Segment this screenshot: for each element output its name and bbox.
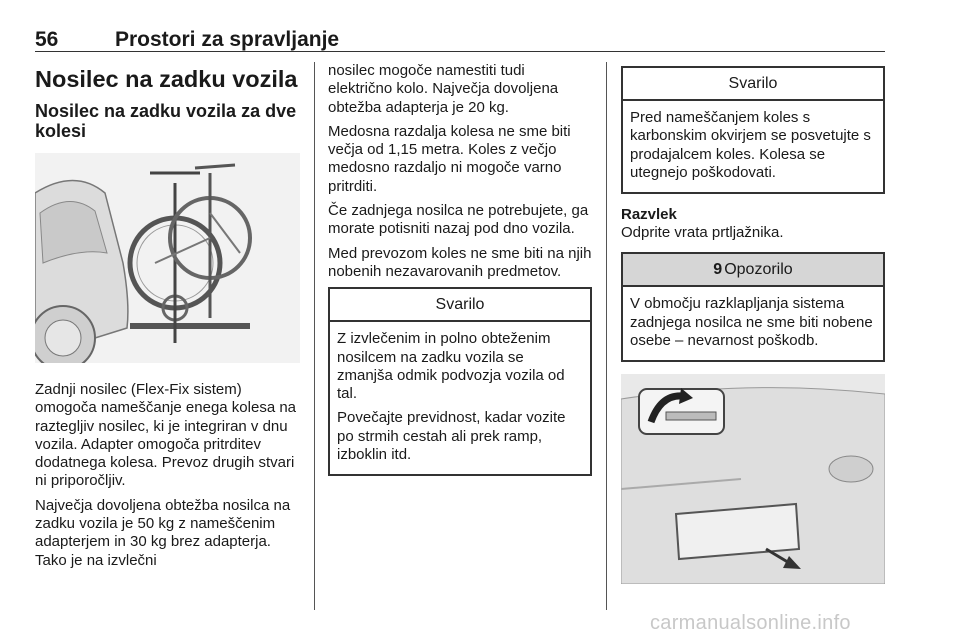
column-3 bbox=[621, 62, 885, 584]
caution-box bbox=[621, 66, 885, 194]
running-title: Prostori za spravljanje bbox=[115, 28, 340, 51]
subheading: Razvlek bbox=[621, 206, 677, 224]
caution-paragraph: Povečajte previdnost, kadar vozite po strmih cestah ali prek ramp, izboklin itd. bbox=[337, 409, 566, 464]
rear-bumper-illustration bbox=[621, 374, 885, 584]
warning-header bbox=[623, 254, 883, 287]
subsection-title: Nosilec na zadku vozila za dve kolesi bbox=[35, 101, 297, 141]
body-paragraph: Največja dovoljena obtežba nosilca na zadku vozila je 50 kg z nameščenim adapterjem in 30 kg brez adapterja. Tako je na izvlečni bbox=[35, 496, 291, 569]
body-paragraph: Če zadnjega nosilca ne potrebujete, ga morate potisniti nazaj pod dno vozila. bbox=[328, 202, 589, 238]
bike-carrier-drawing bbox=[35, 153, 300, 363]
warning-icon: 9 bbox=[713, 261, 723, 279]
column-divider-1 bbox=[314, 62, 315, 610]
caution-box bbox=[328, 287, 592, 476]
column-1 bbox=[35, 62, 300, 576]
watermark: carmanualsonline.info bbox=[650, 612, 851, 634]
section-title: Nosilec na zadku vozila bbox=[35, 66, 298, 92]
warning-paragraph: V območju razklapljanja sistema zadnjega nosilca ne sme biti nobene osebe – nevarnost poškodb. bbox=[630, 295, 873, 350]
page-number: 56 bbox=[35, 28, 59, 51]
bike-carrier-illustration bbox=[35, 153, 300, 363]
warning-title: Opozorilo bbox=[724, 261, 793, 279]
instruction: Odprite vrata prtljažnika. bbox=[621, 224, 784, 242]
caution-title: Svarilo bbox=[330, 289, 590, 322]
header-rule bbox=[35, 51, 885, 52]
caution-paragraph: Pred nameščanjem koles s karbonskim okvirjem se posvetujte s prodajalcem koles. Kolesa se utegnejo poškodovati. bbox=[630, 109, 871, 181]
bumper-drawing bbox=[621, 374, 885, 584]
body-paragraph: nosilec mogoče namestiti tudi električno kolo. Največja dovoljena obtežba adapterja je 20 kg. bbox=[328, 62, 559, 116]
column-2 bbox=[328, 62, 592, 488]
body-paragraph: Zadnji nosilec (Flex-Fix sistem) omogoča nameščanje enega kolesa na raztegljiv nosilec, ki je integriran v dnu vozila. Adapter omogoča pritrditev dodatnega kolesa. Prevoz drugih stvari ni priporočljiv. bbox=[35, 381, 297, 490]
column-divider-2 bbox=[606, 62, 607, 610]
body-paragraph: Medosna razdalja kolesa ne sme biti večja od 1,15 metra. Koles z večjo medosno razdaljo ni mogoče varno pritrditi. bbox=[328, 122, 571, 195]
caution-paragraph: Z izvlečenim in polno obteženim nosilcem na zadku vozila se zmanjša odmik podvozja vozila od tal. bbox=[337, 330, 565, 403]
body-paragraph: Med prevozom koles ne sme biti na njih nobenih nezavarovanih predmetov. bbox=[328, 244, 592, 280]
warning-box bbox=[621, 252, 885, 362]
caution-title: Svarilo bbox=[623, 68, 883, 101]
